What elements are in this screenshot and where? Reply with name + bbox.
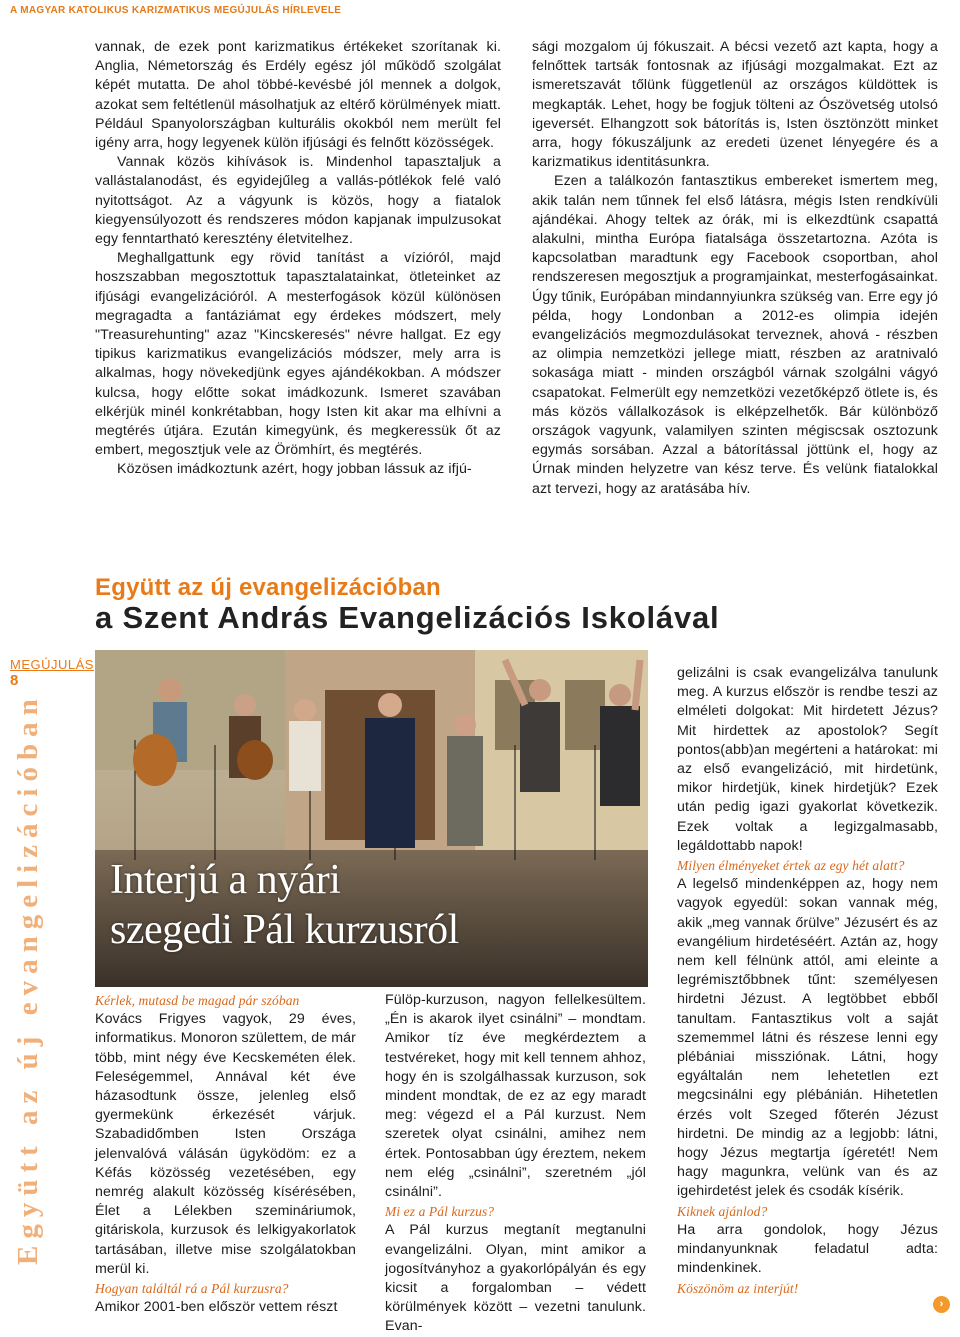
overlay-line: Interjú a nyári: [110, 857, 341, 903]
interview-question: Köszönöm az interjút!: [677, 1280, 799, 1296]
interview-answer: Kovács Frigyes vagyok, 29 éves, informatikus. Monoron születtem, de már több, mint négy éve Kecskeméten élek. Feleségemmel, Annával két éve házasodtunk össze, jelenleg első gyermekünk érkezését várjuk. Szabadidőmben Isten Országa jelenvalóvá válásán ügyködöm: ez a Kéfás közösség vezetésében, egy nemrég alakult közösség kísérésében, Élet a Lélekben szemináriumok, gitáriskola, kurzusok és lelkigyakorlatok tartásában, illetve mise szolgálatokban merül ki.: [95, 1011, 356, 1277]
interview-answer: A legelső mindenképpen az, hogy nem vagyok egyedül: sokan vannak még, akik „meg vannak őrülve” Jézusért és az evangélium hirdetéséért. Aztán az, hogy nem kell félnünk attól, ami eleinte a legrémisztőbbnek tűnt: személyesen hirdetni Jézust. A legtöbbet ebből tanultam. Fantasztikus volt a saját szememmel látni és részese lenni egy plébániai missziónak. Látni, hogy egyáltalán nem lehetetlen ezt megcsinálni egy plébánián. Hihetetlen érzés volt Szeged főterén Jézust hirdetni. De mindig az a legjobb: látni, hogy Jézus megtartja ígéretét! Nem hagy magunkra, velünk van és az igehirdetést jelek és csodák kísérik.: [677, 876, 938, 1200]
page-number: 8: [10, 672, 19, 689]
interview-question: Kérlek, mutasd be magad pár szóban: [95, 993, 300, 1008]
interview-column-1: [95, 991, 356, 1317]
paragraph: vannak, de ezek pont karizmatikus értékeket szorítanak ki. Anglia, Németország és Erdély egész jól működő szolgálat képét mutatta. De ahol többé-kevésbé jól mennek a dolgok, azokat sem feltétlenül másolhatjuk az eltérő körülmények miatt. Például Spanyolországban kulturális okokból nem merült fel igény arra, hogy legyenek külön ifjúsági és felnőtt közösségek.: [95, 39, 501, 152]
top-right-column: [532, 38, 938, 499]
chevron-right-icon[interactable]: ›: [933, 1296, 950, 1313]
interview-answer: gelizálni is csak evangelizálva tanulunk meg. A kurzus először is rendbe teszi az elméleti dolgokat: Mit hirdetett Jézus? Mit hirdettek az apostolok? Segít pontos(abb)an megérteni a határokat: mi az első evangelizáció, mit hirdetünk, mikor hirdetjük, kinek hirdetjük? Ezek után pedig igazi gyakorlat következik. Ezek voltak a legizgalmasabb, legáldottabb napok!: [677, 665, 938, 854]
paragraph: Vannak közös kihívások is. Mindenhol tapasztaljuk a vallástalanodást, és egyidejűleg a vallás-pótlékok felé való nyitottságot. Az a vágyunk is közös, hogy a fiatalok kiegyensúlyozott és rendszeres módon kapjanak impulzusokat egy fenntartható keresztény életvitelhez.: [95, 154, 501, 248]
interview-answer: A Pál kurzus megtanít megtanulni evangelizálni. Olyan, mint amikor a jogosítványhoz a gyakorlópályán és egy kicsit a forgalomban – védett körülmények között – vezetni tanulunk. Evan-: [385, 1222, 646, 1335]
overlay-line: szegedi Pál kurzusról: [110, 907, 459, 953]
interview-question: Milyen élményeket értek az egy hét alatt?: [677, 858, 905, 874]
section-title: a Szent András Evangelizációs Iskolával: [95, 600, 720, 635]
section-kicker: Együtt az új evangelizációban: [95, 574, 441, 601]
newsletter-header: A MAGYAR KATOLIKUS KARIZMATIKUS MEGÚJULÁS HÍRLEVELE: [10, 5, 342, 16]
side-band-title: Együtt az új evangelizációban: [12, 692, 44, 1265]
interview-question: Kiknek ajánlod?: [677, 1203, 768, 1219]
paragraph: Közösen imádkoztunk azért, hogy jobban lássuk az ifjú-: [117, 461, 472, 478]
top-left-column: [95, 38, 501, 480]
interview-column-3: [677, 664, 938, 1298]
page-label: MEGÚJULÁS: [10, 657, 94, 672]
photo-overlay-title: [110, 855, 459, 955]
interview-question: Mi ez a Pál kurzus?: [385, 1204, 495, 1220]
interview-answer: Amikor 2001-ben először vettem részt: [95, 1299, 338, 1316]
paragraph: sági mozgalom új fókuszait. A bécsi vezető azt kapta, hogy a felnőttek tartsák fontosnak az ifjúsági mozgalmakat. Ezt az ismeretszavát tőlünk függetlenül az országos küldöttek is megkapták. Lehet, hogy be fogjuk tölteni az Ószövetség utolsó igeversét. Elhangzott sok bátorítás is, Isten ösztönzött minket arra, hogy fókuszáljunk az eredeti üzenet lényegére és a karizmatikus identitásunkra.: [532, 39, 938, 171]
interview-question: Hogyan találtál rá a Pál kurzusra?: [95, 1281, 289, 1297]
paragraph: Ezen a találkozón fantasztikus embereket ismertem meg, akik talán nem tűnnek fel első látásra, mégis Isten rendkívüli ajándékai. Ahogy teltek az órák, mi is elkezdtünk csapattá alakulni, mintha Európa fiatalsága összetartozna. Azóta is kapcsolatban maradtunk egy Facebook csoportban, ahol rendszeresen megosztjuk a programjainkat, mesterfogásainkat. Úgy tűnik, Európában mindannyiunkra szükség van. Erre egy jó példa, hogy Londonban a 2012-es olimpia idején evangelizációs megmozdulásokat terveznek, ahová - részben az olimpia nemzetközi jellege miatt, részben az aratnivaló sokasága miatt - minden országból várnak szolgálni vágyó csapatokat. Felmerült egy nemzetközi vezetőképző ötlete is, és más közös vállalkozások is elképzelhetők. Bár különböző országok vagyunk, valamilyen szinten mégiscsak osztozunk egymás sorsában. Azzal a bátorítással jöttünk el, hogy az Úrnak minden helyzetre van kész terve. És velünk fiatalokkal azt tervezi, hogy az aratásába hív.: [532, 173, 938, 497]
paragraph: Meghallgattunk egy rövid tanítást a vízióról, majd hoszszabban megosztottuk tapasztalatainkat, ötleteinket az ifjúsági evangelizációról. A mesterfogások közül különösen megragadta a fantáziámat egy érdekes módszert, mely "Treasurehunting" azaz "Kincskeresés" névre hallgat. Ez egy tipikus karizmatikus evangelizációs módszer, mely arra is alkalmas, hogy növekedjünk egyes ajándékokban. A módszer kulcsa, hogy előtte sokat imádkozunk. Ismeret szavában elkérjük minél konkrétabban, hogy Isten kit akar ma elhívni a megtérés útjára. Ezután kimegyünk, és megkeressük őt az embert, megosztjuk vele az Örömhírt, és megtérés.: [95, 250, 501, 459]
interview-answer: Fülöp-kurzuson, nagyon fellelkesültem. „Én is akarok ilyet csinálni” – mondtam. Amikor tíz éve megkérdeztem a testvéreket, hogy mit kell tennem ahhoz, hogy én is szolgálhassak kurzuson, sok mindent mondtak, de ez az egy maradt meg: végezd el a Pál kurzust. Nem szeretek olyat csinálni, amihez nem értek. Pontosabban úgy éreztem, nekem nem elég „csinálni”, szeretném „jól csinálni”.: [385, 992, 646, 1201]
interview-answer: Ha arra gondolok, hogy Jézus mindanyunknak feladatul adta: mindenkinek.: [677, 1221, 938, 1277]
interview-column-2: [385, 991, 646, 1337]
